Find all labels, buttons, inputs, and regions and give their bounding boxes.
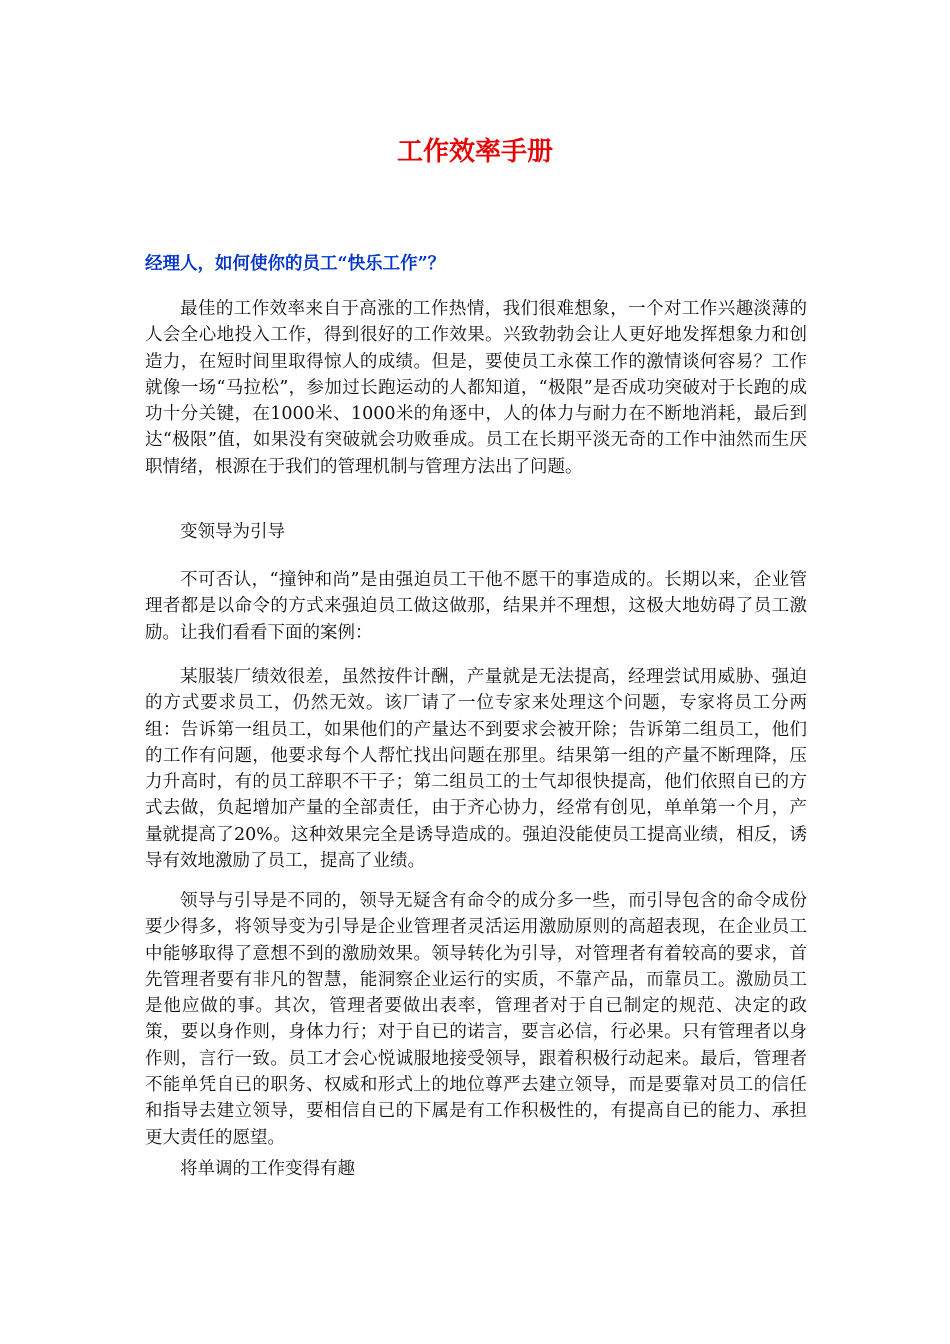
subheading-interesting-work: 将单调的工作变得有趣	[180, 1159, 355, 1179]
paragraph-coercion: 不可否认，“撞钟和尚”是由强迫员工干他不愿干的事造成的。长期以来，企业管理者都是以命令的方式来强迫员工做这做那，结果并不理想，这极大地妨碍了员工激励。让我们看看下面的案例：	[145, 570, 807, 643]
section-heading: 经理人，如何使你的员工“快乐工作”？	[145, 254, 446, 274]
subheading-guidance: 变领导为引导	[180, 522, 285, 542]
document-title: 工作效率手册	[396, 137, 553, 167]
paragraph-leadership: 领导与引导是不同的，领导无疑含有命令的成分多一些，而引导包含的命令成份要少得多，将领导变为引导是企业管理者灵活运用激励原则的高超表现，在企业员工中能够取得了意想不到的激励效果。领导转化为引导，对管理者有着较高的要求，首先管理者要有非凡的智慧，能洞察企业运行的实质，不靠产品，而靠员工。激励员工是他应做的事。其次，管理者要做出表率，管理者对于自已制定的规范、决定的政策，要以身作则，身体力行；对于自已的诺言，要言必信，行必果。只有管理者以身作则，言行一致。员工才会心悦诚服地接受领导，跟着积极行动起来。最后，管理者不能单凭自已的职务、权威和形式上的地位尊严去建立领导，而是要靠对员工的信任和指导去建立领导，要相信自已的下属是有工作积极性的，有提高自已的能力、承担更大责任的愿望。	[145, 891, 807, 1148]
paragraph-intro: 最佳的工作效率来自于高涨的工作热情，我们很难想象，一个对工作兴趣淡薄的人会全心地投入工作，得到很好的工作效果。兴致勃勃会让人更好地发挥想象力和创造力，在短时间里取得惊人的成绩。但是，要使员工永葆工作的激情谈何容易？工作就像一场“马拉松”，参加过长跑运动的人都知道，“极限”是否成功突破对于长跑的成功十分关键，在1000米、1000米的角逐中，人的体力与耐力在不断地消耗，最后到达“极限”值，如果没有突破就会功败垂成。员工在长期平淡无奇的工作中油然而生厌职情绪，根源在于我们的管理机制与管理方法出了问题。	[145, 299, 807, 477]
paragraph-case-study: 某服装厂绩效很差，虽然按件计酬，产量就是无法提高，经理尝试用威胁、强迫的方式要求员工，仍然无效。该厂请了一位专家来处理这个问题，专家将员工分两组：告诉第一组员工，如果他们的产量达不到要求会被开除；告诉第二组员工，他们的工作有问题，他要求每个人帮忙找出问题在那里。结果第一组的产量不断理降，压力升高时，有的员工辞职不干子；第二组员工的士气却很快提高，他们依照自已的方式去做，负起增加产量的全部责任，由于齐心协力，经常有创见，单单第一个月，产量就提高了20%。这种效果完全是诱导造成的。强迫没能使员工提高业绩，相反，诱导有效地激励了员工，提高了业绩。	[145, 667, 807, 872]
